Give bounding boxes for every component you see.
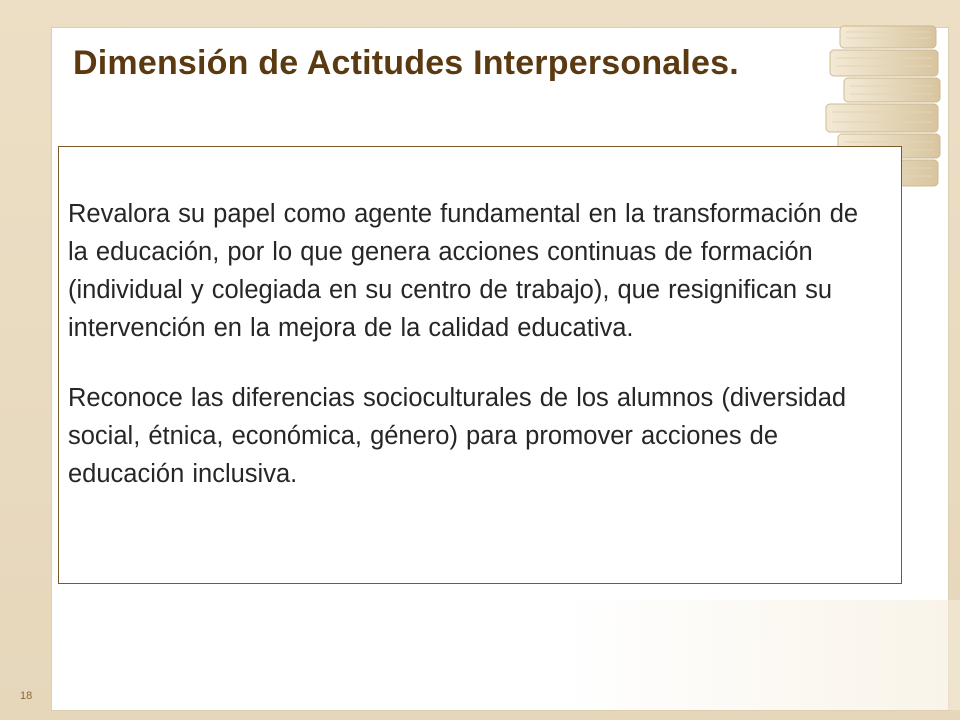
paragraph-reconoce: Reconoce las diferencias socioculturales de los alumnos (diversidad social, étnica, económica, género) para promover acciones de educación inclusiva. — [68, 384, 847, 488]
paragraph-revalora: Revalora su papel como agente fundamental en la transformación de la educación, por lo que genera acciones continuas de formación (individual y colegiada en su centro de trabajo), que resignifican su intervención en la mejora de la calidad educativa. — [68, 200, 859, 342]
content-box — [58, 146, 902, 584]
page-title: Dimensión de Actitudes Interpersonales. — [73, 44, 739, 82]
slide-number: 18 — [20, 690, 33, 702]
footer-decoration — [560, 600, 960, 710]
